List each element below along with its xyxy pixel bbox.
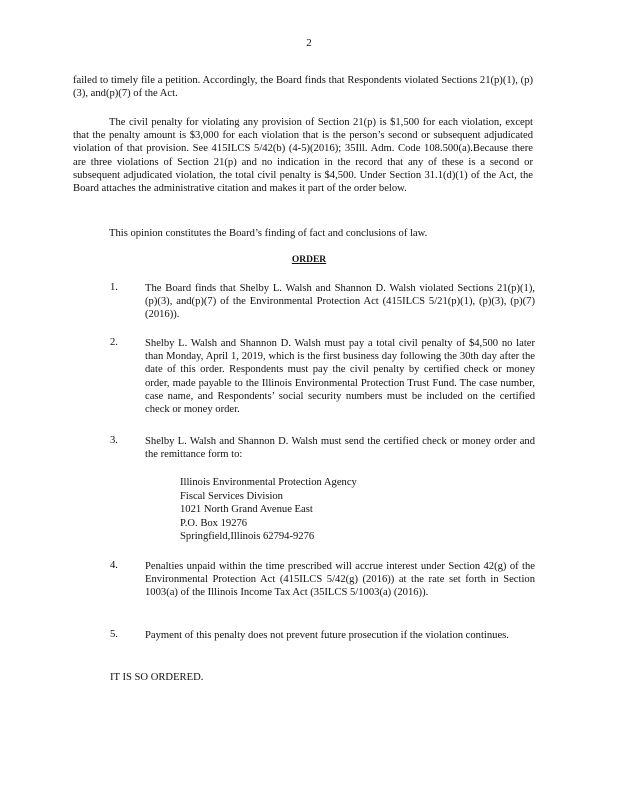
order-item-text: Shelby L. Walsh and Shannon D. Walsh must pay a total civil penalty of $4,500 no later than Monday, April 1, 2019, which is the first business day following the 30th day after the date of this order. Respondents must pay the civil penalty by certified check or money order, made payable to the Illinois Environmental Protection Trust Fund. The case number, case name, and Respondents’ social security numbers must be included on the certified check or money order.: [145, 338, 535, 416]
address-line: 1021 North Grand Avenue East: [180, 504, 313, 516]
address-line: Illinois Environmental Protection Agency: [180, 477, 357, 488]
paragraph-civil-penalty: The civil penalty for violating any provision of Section 21(p) is $1,500 for each violation, except that the penalty amount is $3,000 for each violation that is the person’s second or subsequent adjudicated violation of that provision. See 415ILCS 5/42(b) (4-5)(2016); 35Ill. Adm. Code 108.500(a).Because there are three violations of Section 21(p) and no indication in the record that any of these is a second or subsequent adjudicated violation, the total civil penalty is $4,500. Under Section 31.1(d)(1) of the Act, the Board attaches the administrative citation and makes it part of the order below.: [73, 117, 533, 195]
order-item-text: Shelby L. Walsh and Shannon D. Walsh must send the certified check or money order and the remittance form to:: [145, 436, 535, 461]
address-line: P.O. Box 19276: [180, 517, 248, 529]
page-number: 2: [306, 37, 312, 49]
order-item-text: Penalties unpaid within the time prescribed will accrue interest under Section 42(g) of the Environmental Protection Act (415ILCS 5/42(g) (2016)) at the rate set forth in Section 1003(a) of the Illinois Income Tax Act (35ILCS 5/1003(a) (2016)).: [145, 561, 535, 599]
order-item-number: 3.: [110, 435, 118, 446]
closing-statement: IT IS SO ORDERED.: [110, 672, 204, 683]
order-heading-text: ORDER: [291, 255, 327, 265]
order-item-text: Payment of this penalty does not prevent future prosecution if the violation continues.: [145, 630, 509, 641]
address-line: Springfield,Illinois 62794-9276: [180, 531, 315, 543]
order-item-number: 1.: [110, 282, 118, 293]
order-item-number: 5.: [110, 629, 118, 640]
paragraph-opinion: This opinion constitutes the Board’s finding of fact and conclusions of law.: [109, 228, 428, 239]
order-item-number: 4.: [110, 560, 118, 571]
order-item-text: The Board finds that Shelby L. Walsh and Shannon D. Walsh violated Sections 21(p)(1), (p)(3), and(p)(7) of the Environmental Protection Act (415ILCS 5/21(p)(1), (p)(3), (p)(7) (2016)).: [145, 283, 535, 321]
remittance-address: [180, 476, 357, 544]
order-heading: [0, 255, 618, 265]
address-line: Fiscal Services Division: [180, 490, 283, 502]
order-item-number: 2.: [110, 337, 118, 348]
paragraph-finding: failed to timely file a petition. Accordingly, the Board finds that Respondents violated Sections 21(p)(1), (p)(3), and(p)(7) of the Act.: [73, 75, 533, 100]
